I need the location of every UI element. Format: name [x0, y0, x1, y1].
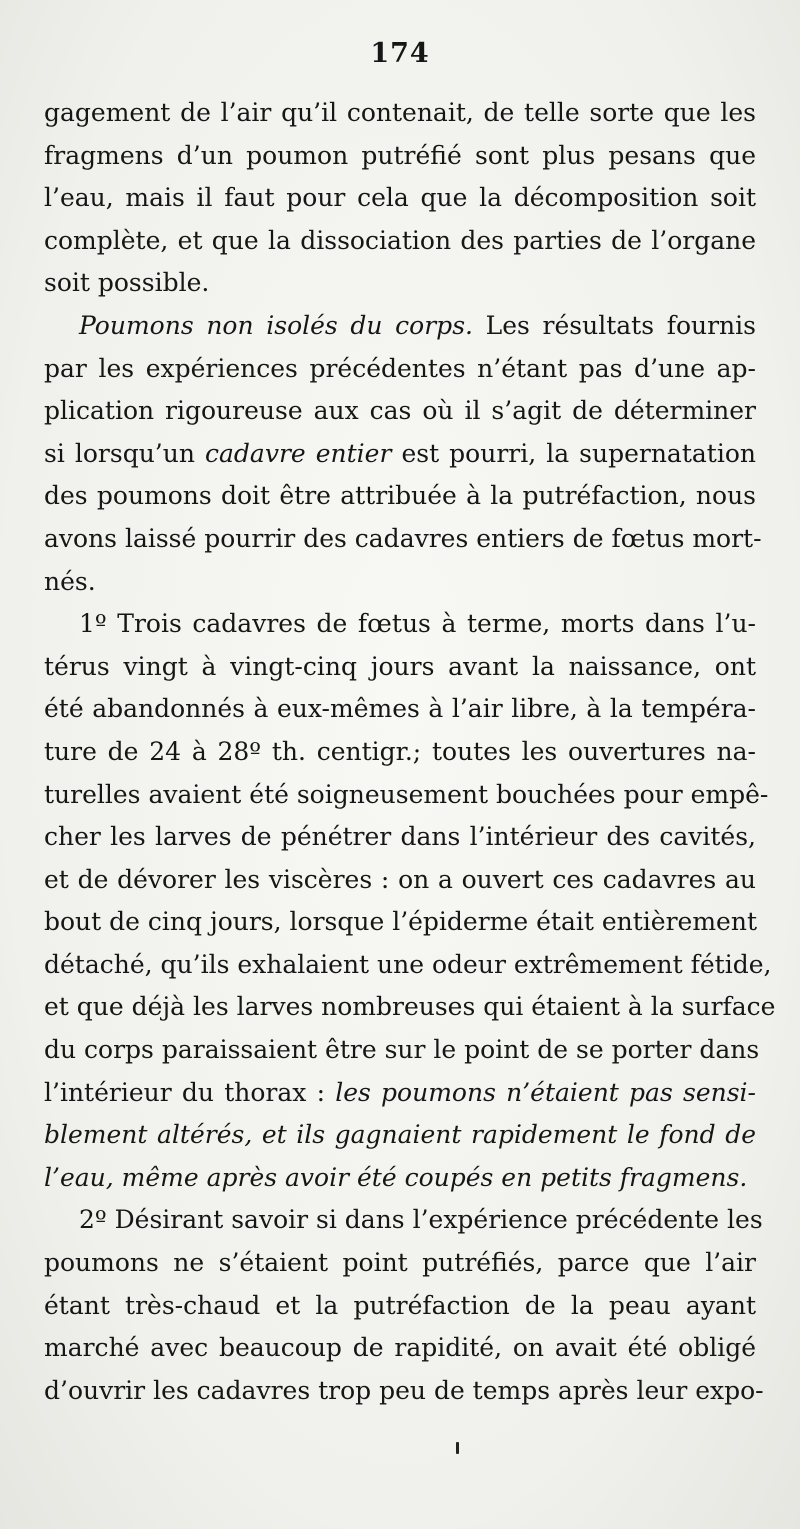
- text-line: [44, 348, 756, 391]
- text-line: [44, 774, 769, 817]
- text-line: [44, 262, 756, 305]
- text-segment: fragmens d’un poumon putréfié sont plus pesans que: [44, 140, 756, 170]
- text-segment: bout de cinq jours, lorsque l’épiderme était entièrement: [44, 907, 757, 937]
- text-line: [44, 603, 756, 646]
- text-segment: marché avec beaucoup de rapidité, on avait été obligé: [44, 1333, 756, 1363]
- text-line: [44, 1285, 756, 1328]
- text-line: [44, 92, 756, 135]
- text-line: [44, 1327, 756, 1370]
- text-line: [44, 518, 762, 561]
- text-line: [44, 433, 756, 476]
- text-line: [44, 390, 756, 433]
- text-line: [44, 1370, 764, 1413]
- text-segment: l’intérieur du thorax :: [44, 1077, 336, 1107]
- text-line: [44, 220, 756, 263]
- text-segment: et que déjà les larves nombreuses qui étaient à la surface: [44, 992, 776, 1022]
- text-line: [44, 561, 756, 604]
- text-line: [44, 135, 756, 178]
- text-segment: turelles avaient été soigneusement bouchées pour empê-: [44, 779, 769, 809]
- text-segment: térus vingt à vingt-cinq jours avant la naissance, ont: [44, 651, 756, 681]
- text-line: [44, 646, 756, 689]
- text-line: [44, 1199, 763, 1242]
- text-line: [44, 731, 756, 774]
- italic-text: cadavre entier: [205, 438, 392, 468]
- text-line: [44, 986, 776, 1029]
- text-line: [44, 1029, 760, 1072]
- text-segment: est pourri, la supernatation: [391, 438, 756, 468]
- text-line: [44, 177, 756, 220]
- text-segment: ture de 24 à 28º th. centigr.; toutes les ouvertures na-: [44, 736, 756, 766]
- italic-text: Poumons non isolés du corps.: [79, 310, 473, 340]
- text-segment: 1º Trois cadavres de fœtus à terme, morts dans l’u-: [79, 609, 756, 639]
- text-line: [44, 688, 756, 731]
- text-segment: des poumons doit être attribuée à la putréfaction, nous: [44, 481, 756, 511]
- text-line: [44, 1072, 756, 1115]
- italic-text: les poumons n’étaient pas sensi-: [335, 1077, 756, 1107]
- text-segment: détaché, qu’ils exhalaient une odeur extrêmement fétide,: [44, 949, 772, 979]
- text-line: [44, 816, 756, 859]
- text-segment: cher les larves de pénétrer dans l’intérieur des cavités,: [44, 822, 756, 852]
- text-segment: été abandonnés à eux-mêmes à l’air libre, à la tempéra-: [44, 694, 756, 724]
- text-segment: nés.: [44, 566, 96, 596]
- text-line: [44, 1114, 756, 1157]
- text-segment: du corps paraissaient être sur le point de se porter dans: [44, 1035, 760, 1065]
- text-segment: soit possible.: [44, 268, 210, 298]
- text-segment: 2º Désirant savoir si dans l’expérience précédente les: [79, 1205, 763, 1235]
- text-segment: gagement de l’air qu’il contenait, de telle sorte que les: [44, 98, 756, 127]
- text-segment: complète, et que la dissociation des parties de l’organe: [44, 225, 756, 255]
- body-text: [44, 92, 776, 1412]
- print-speck: [456, 1442, 459, 1454]
- text-line: [44, 1242, 756, 1285]
- text-line: [44, 305, 756, 348]
- text-line: [44, 1157, 756, 1200]
- page-number: 174: [370, 38, 430, 69]
- text-segment: Les résultats fournis: [472, 310, 756, 340]
- italic-text: l’eau, même après avoir été coupés en petits fragmens.: [44, 1162, 748, 1192]
- text-segment: l’eau, mais il faut pour cela que la décomposition soit: [44, 183, 756, 213]
- text-segment: d’ouvrir les cadavres trop peu de temps après leur expo-: [44, 1375, 764, 1405]
- text-line: [44, 901, 756, 944]
- text-segment: étant très-chaud et la putréfaction de la peau ayant: [44, 1290, 756, 1320]
- text-line: [44, 859, 756, 902]
- text-segment: et de dévorer les viscères : on a ouvert ces cadavres au: [44, 864, 756, 894]
- text-segment: si lorsqu’un: [44, 438, 205, 468]
- italic-text: blement altérés, et ils gagnaient rapidement le fond de: [44, 1120, 756, 1150]
- text-segment: avons laissé pourrir des cadavres entiers de fœtus mort-: [44, 523, 762, 553]
- text-line: [44, 475, 756, 518]
- text-segment: plication rigoureuse aux cas où il s’agit de déterminer: [44, 396, 756, 426]
- text-line: [44, 944, 772, 987]
- text-segment: poumons ne s’étaient point putréfiés, parce que l’air: [44, 1248, 756, 1278]
- text-segment: par les expériences précédentes n’étant pas d’une ap-: [44, 353, 756, 383]
